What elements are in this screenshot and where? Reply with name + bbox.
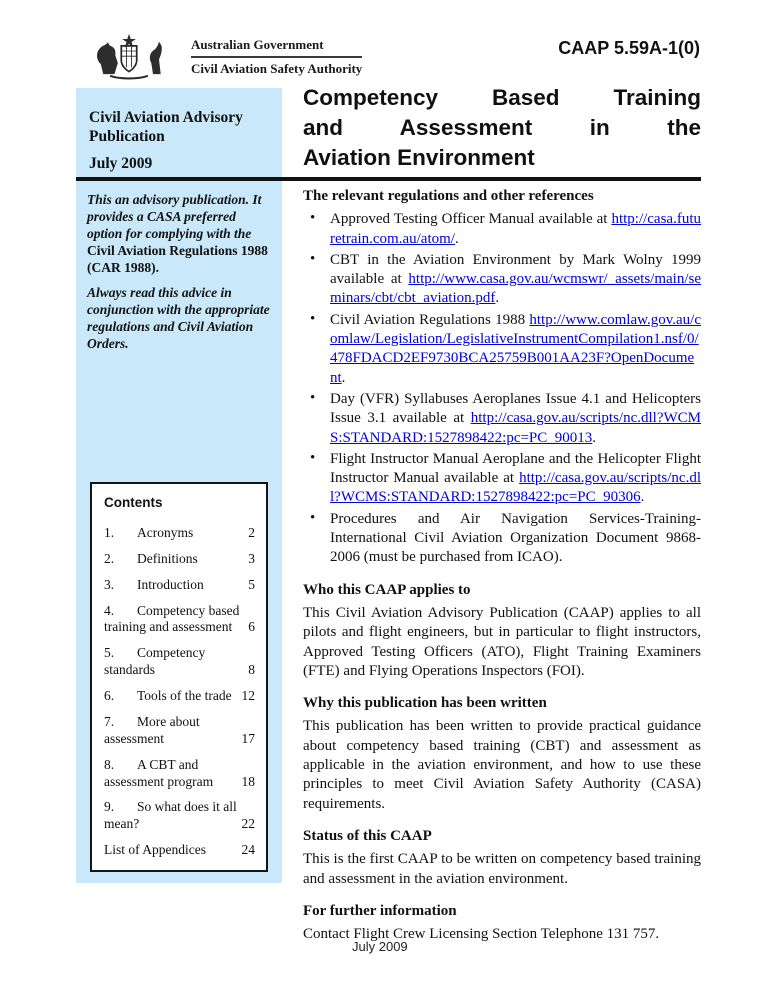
- document-title: [303, 83, 701, 173]
- logo-text-block: [191, 38, 362, 77]
- toc-label: Competency based training and assessment: [104, 602, 240, 635]
- reference-text: Flight Instructor Manual Aeroplane and the Helicopter Flight Instructor Manual available at: [330, 450, 701, 487]
- advisory-italic-text: This an advisory publication. It provides a CASA preferred option for complying with the: [87, 192, 262, 241]
- toc-page-number: 24: [241, 842, 255, 858]
- toc-item-introduction: [104, 577, 255, 594]
- toc-item-what-does-it-mean: [104, 799, 255, 833]
- reference-link[interactable]: http://www.comlaw.gov.au/comlaw/Legislation/LegislativeInstrumentCompilation1.nsf/0/478FDACD2EF9730BCA25759B001AA23F?OpenDocument: [330, 311, 701, 386]
- reference-link[interactable]: http://casa.futuretrain.com.au/atom/: [330, 211, 701, 247]
- toc-item-competency-standards: [104, 645, 255, 679]
- toc-label: A CBT and assessment program: [104, 756, 214, 789]
- contents-heading: Contents: [104, 495, 163, 510]
- status-heading: Status of this CAAP: [303, 827, 432, 844]
- toc-page-number: 18: [241, 773, 255, 789]
- toc-page-number: 3: [248, 550, 255, 566]
- toc-number: 9.: [104, 799, 115, 815]
- toc-item-definitions: [104, 551, 255, 568]
- further-information-paragraph: Contact Flight Crew Licensing Section Telephone 131 757.: [303, 926, 660, 943]
- status-paragraph: This is the first CAAP to be written on competency based training and assessment in the aviation environment.: [303, 851, 701, 887]
- toc-item-cbt-program: [104, 757, 255, 791]
- toc-page-number: 22: [241, 816, 255, 832]
- further-information-heading: For further information: [303, 902, 457, 919]
- reference-text: Procedures and Air Navigation Services-Training-International Civil Aviation Organization Document 9868-2006 (must be purchased from ICAO).: [330, 510, 701, 566]
- toc-label: List of Appendices: [104, 842, 206, 858]
- publication-date: July 2009: [89, 154, 153, 172]
- toc-number: 8.: [104, 756, 115, 772]
- toc-label: More about assessment: [104, 713, 200, 746]
- title-line: Competency Based Training: [303, 85, 701, 110]
- toc-number: 7.: [104, 713, 115, 729]
- reference-item: [303, 510, 701, 568]
- toc-item-tools-of-trade: [104, 688, 255, 705]
- toc-label: Definitions: [137, 550, 198, 566]
- title-line: and Assessment in the: [303, 115, 701, 140]
- main-text-column: [303, 187, 701, 944]
- reference-suffix: .: [454, 230, 459, 247]
- toc-page-number: 2: [248, 524, 255, 540]
- reference-text: Approved Testing Officer Manual available at: [330, 211, 612, 228]
- gov-label: Australian Government: [191, 38, 362, 58]
- toc-number: 3.: [104, 576, 115, 592]
- agency-label: Civil Aviation Safety Authority: [191, 61, 363, 76]
- advisory-paragraph-2: Always read this advice in conjunction with the appropriate regulations and Civil Aviation Orders.: [87, 285, 270, 351]
- reference-item: [303, 311, 701, 388]
- caap-number: CAAP 5.59A-1(0): [558, 38, 700, 58]
- toc-label: Introduction: [137, 576, 204, 592]
- reference-item: [303, 450, 701, 508]
- toc-page-number: 5: [248, 576, 255, 592]
- reference-item: [303, 210, 701, 249]
- reference-item: [303, 251, 701, 309]
- publication-type-box: [76, 88, 282, 177]
- references-heading: The relevant regulations and other references: [303, 188, 594, 204]
- toc-label: So what does it all mean?: [104, 799, 237, 832]
- publication-type: Civil Aviation Advisory Publication: [89, 109, 243, 145]
- toc-page-number: 8: [248, 662, 255, 678]
- reference-suffix: .: [341, 369, 346, 386]
- toc-page-number: 6: [248, 619, 255, 635]
- toc-number: 4.: [104, 602, 115, 618]
- reference-link[interactable]: http://casa.gov.au/scripts/nc.dll?WCMS:STANDARD:1527898422:pc=PC_90306: [330, 470, 701, 506]
- reference-text: CBT in the Aviation Environment by Mark Wolny 1999 available at: [330, 251, 701, 288]
- toc-number: 2.: [104, 550, 115, 566]
- reference-item: [303, 390, 701, 448]
- toc-label: Tools of the trade: [137, 688, 232, 703]
- reference-text: Civil Aviation Regulations 1988: [330, 311, 530, 328]
- toc-item-list-of-appendices: [104, 842, 255, 859]
- who-applies-heading: Who this CAAP applies to: [303, 581, 471, 598]
- why-written-heading: Why this publication has been written: [303, 695, 547, 712]
- toc-page-number: 12: [241, 688, 255, 703]
- advisory-paragraph-1: [87, 192, 273, 276]
- toc-item-acronyms: [104, 525, 255, 542]
- reference-suffix: .: [495, 290, 500, 307]
- reference-link[interactable]: http://www.casa.gov.au/wcmswr/_assets/main/seminars/cbt/cbt_aviation.pdf: [330, 271, 701, 307]
- toc-label: Acronyms: [137, 524, 194, 540]
- toc-label: Competency standards: [104, 645, 206, 678]
- toc-page-number: 17: [241, 730, 255, 746]
- toc-number: 6.: [104, 688, 115, 703]
- who-applies-paragraph: This Civil Aviation Advisory Publication (CAAP) applies to all pilots and flight engineers, but in particular to flight instructors, Approved Testing Officers (ATO), Flight Training Examiners (FTE) and Flying Operations Inspectors (FOI).: [303, 604, 701, 679]
- casa-logo: [76, 33, 362, 81]
- advisory-regulation-text: Civil Aviation Regulations 1988 (CAR 1988).: [87, 242, 268, 275]
- toc-number: 5.: [104, 645, 115, 661]
- contents-box: [90, 482, 268, 872]
- advisory-note: [87, 192, 273, 353]
- why-written-paragraph: This publication has been written to provide practical guidance about competency based training (CBT) and assessment as applicable in the aviation environment, and how to use these principles to meet Civil Aviation Safety Authority (CASA) requirements.: [303, 718, 701, 812]
- reference-link[interactable]: http://casa.gov.au/scripts/nc.dll?WCMS:STANDARD:1527898422:pc=PC_90013: [330, 410, 701, 446]
- toc-item-cbt-assessment: [104, 603, 255, 637]
- australian-coat-of-arms-icon: [76, 33, 182, 81]
- toc-item-more-about-assessment: [104, 714, 255, 748]
- reference-suffix: .: [640, 489, 645, 506]
- reference-suffix: .: [592, 429, 597, 446]
- page-footer-date: July 2009: [352, 939, 408, 954]
- toc-number: 1.: [104, 524, 115, 540]
- references-list: [303, 210, 701, 567]
- reference-text: Day (VFR) Syllabuses Aeroplanes Issue 4.1 and Helicopters Issue 3.1 available at: [330, 390, 701, 427]
- title-line: Aviation Environment: [303, 145, 535, 170]
